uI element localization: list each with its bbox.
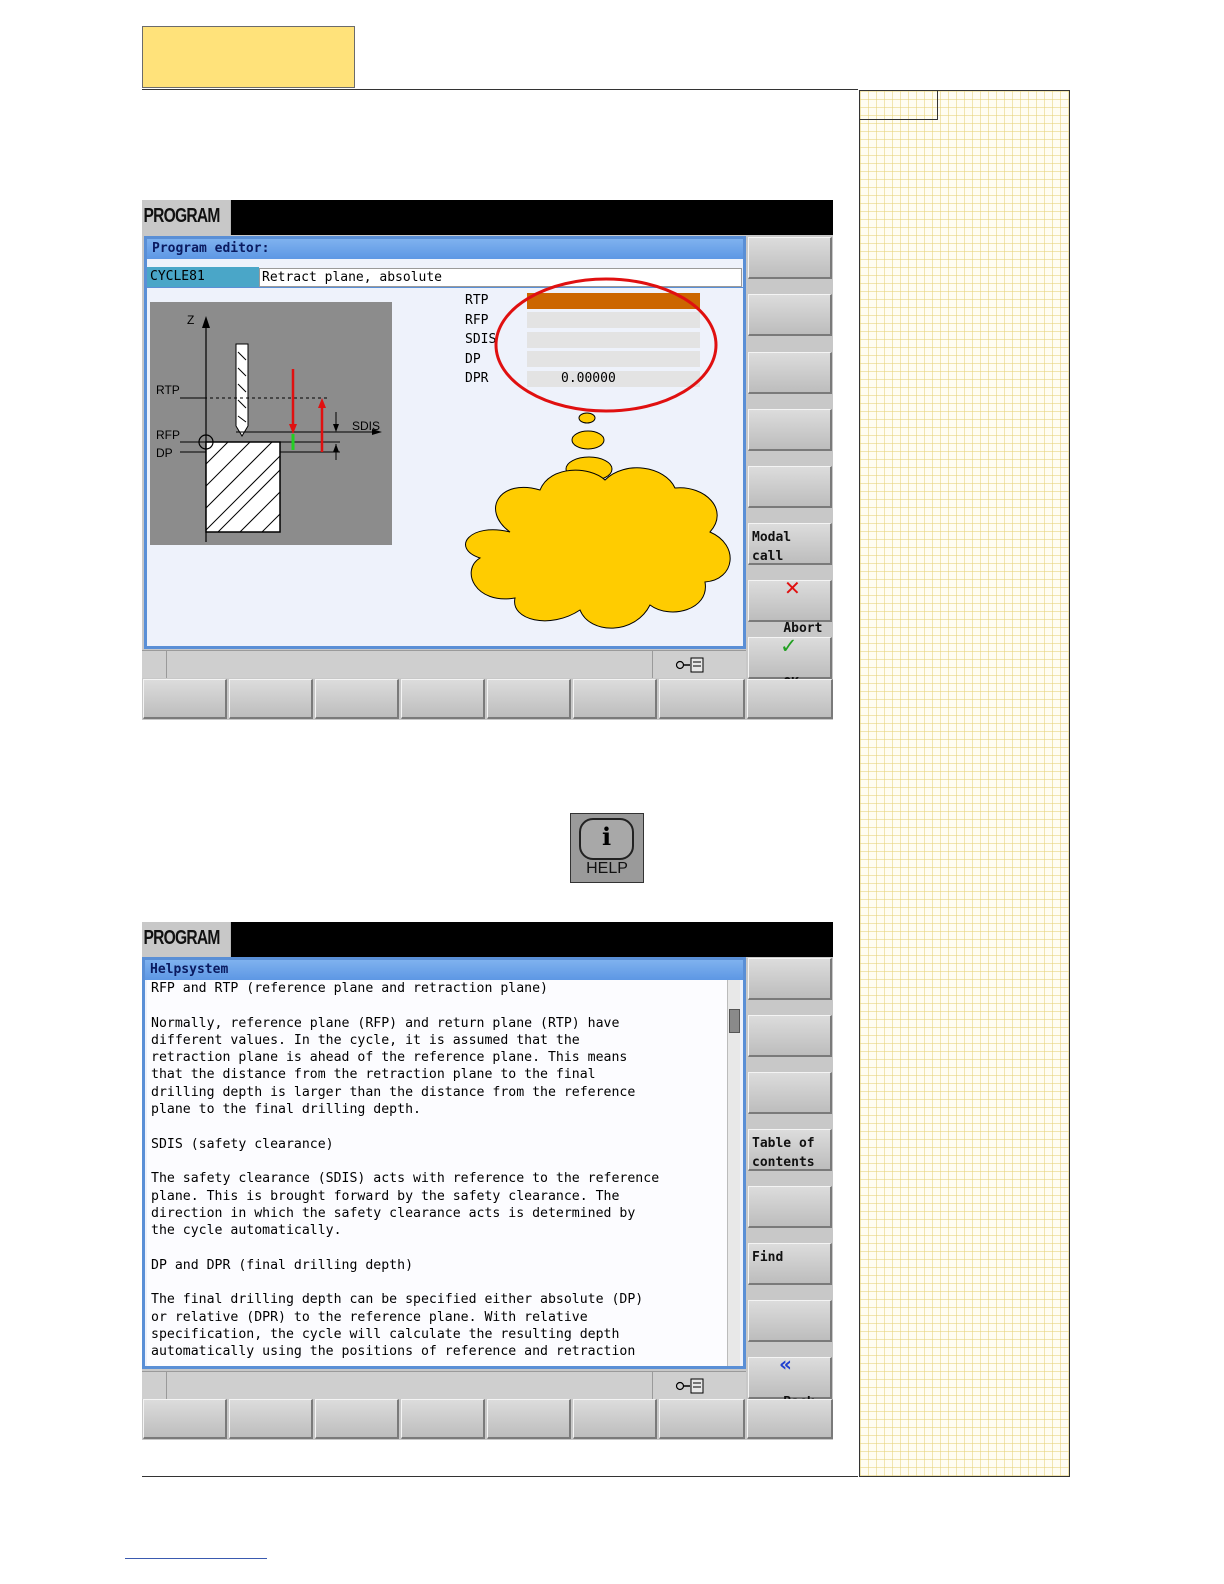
param-label: SDIS (465, 332, 497, 347)
drill-tool (236, 344, 248, 436)
vertical-softkey-1[interactable] (748, 958, 832, 1000)
help-text-area (147, 980, 737, 1366)
abort-label: Abort (783, 621, 823, 636)
margin-notes-box (859, 90, 938, 120)
ok-check-icon: ✓ (780, 634, 798, 658)
header-bar (142, 200, 833, 235)
info-icon: i (579, 818, 634, 860)
help-text-line: RFP and RTP (reference plane and retraction plane) (151, 981, 548, 996)
bottom-divider (142, 1476, 858, 1477)
horizontal-softkey-3[interactable] (315, 1399, 399, 1439)
cycle81-diagram (150, 302, 392, 545)
table-of-contents-button[interactable]: Table of contents (748, 1129, 832, 1171)
horizontal-softkey-6[interactable] (573, 679, 657, 719)
vertical-softkey-2[interactable] (748, 294, 832, 336)
horizontal-softkey-7[interactable] (659, 679, 745, 719)
help-text-line: plane. This is brought forward by the safety clearance. The (151, 1188, 620, 1204)
abort-button[interactable] (748, 576, 832, 636)
horizontal-softkey-8[interactable] (747, 1399, 833, 1439)
area-tab-program[interactable]: PROGRAM (142, 922, 231, 957)
back-button[interactable] (748, 1352, 832, 1399)
horizontal-softkey-6[interactable] (573, 1399, 657, 1439)
help-system-screen (142, 922, 833, 1440)
back-chevron-icon: « (779, 1352, 792, 1376)
vertical-softkey-3[interactable] (748, 1072, 832, 1114)
vertical-softkey-1[interactable] (748, 237, 832, 279)
thought-bubble-small (579, 413, 595, 423)
help-text-line: drilling depth is larger than the distance from the reference (151, 1084, 636, 1100)
ok-button[interactable] (748, 634, 832, 679)
horizontal-softkey-7[interactable] (659, 1399, 745, 1439)
horizontal-softkey-4[interactable] (401, 679, 485, 719)
param-label: RFP (465, 312, 489, 328)
horizontal-softkey-4[interactable] (401, 1399, 485, 1439)
help-text-line (147, 1274, 737, 1291)
find-button[interactable]: Find (748, 1243, 832, 1285)
param-label: DPR (465, 371, 489, 386)
horizontal-softkey-2[interactable] (229, 679, 313, 719)
help-text-line: specification, the cycle will calculate the resulting depth (151, 1326, 620, 1342)
help-text-line: direction in which the safety clearance acts is determined by (151, 1205, 636, 1221)
dp-label: DP (156, 446, 173, 460)
help-scrollbar[interactable] (727, 980, 740, 1366)
help-text-line: SDIS (safety clearance) (151, 1136, 334, 1152)
horizontal-softkey-8[interactable] (747, 679, 833, 719)
help-text-line (147, 1118, 737, 1135)
help-text-line: The safety clearance (SDIS) acts with reference to the reference (151, 1171, 660, 1187)
panel-title: Program editor: (147, 239, 743, 259)
channel-status-icon (674, 1376, 708, 1396)
parameter-description: Retract plane, absolute (259, 268, 742, 287)
thought-bubble-medium (572, 431, 604, 449)
annotation-overlay (440, 270, 740, 640)
help-text-line: automatically using the positions of reference and retraction (151, 1344, 636, 1360)
vertical-softkey-2[interactable] (748, 1015, 832, 1057)
dpr-input[interactable]: 0.00000 (527, 371, 700, 387)
help-text-line: different values. In the cycle, it is assumed that the (151, 1032, 580, 1048)
vertical-softkey-4[interactable] (748, 409, 832, 451)
param-label: RTP (465, 293, 489, 308)
help-text-line: DP and DPR (final drilling depth) (151, 1257, 414, 1273)
help-text-line (147, 1153, 737, 1170)
cycle-name: CYCLE81 (147, 267, 259, 287)
help-text-line: that the distance from the retraction plane to the final (151, 1067, 596, 1083)
thought-cloud (466, 468, 731, 628)
scrollbar-thumb[interactable] (729, 1009, 740, 1033)
horizontal-softkey-3[interactable] (315, 679, 399, 719)
header-yellow-tab (142, 26, 355, 88)
status-bar (142, 650, 746, 678)
param-label: DP (465, 351, 481, 367)
help-panel (142, 957, 746, 1369)
area-tab-program[interactable]: PROGRAM (142, 200, 231, 235)
abort-x-icon: ✕ (784, 576, 801, 600)
footnote-divider (125, 1558, 267, 1559)
help-text-line: or relative (DPR) to the reference plane. With relative (151, 1309, 588, 1325)
panel-title: Helpsystem (145, 960, 743, 980)
horizontal-softkey-5[interactable] (487, 1399, 571, 1439)
modal-call-button[interactable]: Modal call (748, 523, 832, 565)
rfp-label: RFP (156, 428, 180, 442)
horizontal-softkey-5[interactable] (487, 679, 571, 719)
help-text-line: retraction plane is ahead of the reference plane. This means (151, 1050, 628, 1066)
vertical-softkey-5[interactable] (748, 1186, 832, 1228)
highlight-ellipse (496, 279, 716, 411)
vertical-softkey-3[interactable] (748, 352, 832, 394)
channel-status-icon (674, 655, 708, 675)
help-text-line: The final drilling depth can be specified either absolute (DP) (151, 1292, 644, 1308)
header-bar (142, 922, 833, 957)
help-key[interactable] (570, 813, 644, 883)
vertical-softkey-5[interactable] (748, 466, 832, 508)
top-divider (142, 89, 858, 90)
help-text-line (147, 997, 737, 1014)
horizontal-softkey-1[interactable] (143, 1399, 227, 1439)
vertical-softkey-7[interactable] (748, 1300, 832, 1342)
margin-notes-panel (859, 90, 1070, 1477)
horizontal-softkey-2[interactable] (229, 1399, 313, 1439)
help-text-line: plane to the final drilling depth. (151, 1102, 421, 1118)
rtp-label: RTP (156, 383, 180, 397)
sdis-label: SDIS (352, 419, 381, 433)
help-text-line (147, 1239, 737, 1256)
help-text-line: the cycle automatically. (151, 1223, 342, 1239)
status-bar (142, 1371, 746, 1399)
horizontal-softkey-1[interactable] (143, 679, 227, 719)
help-text-line: Normally, reference plane (RFP) and return plane (RTP) have (151, 1015, 620, 1031)
z-axis-label: Z (187, 313, 195, 327)
help-label: HELP (586, 860, 628, 877)
